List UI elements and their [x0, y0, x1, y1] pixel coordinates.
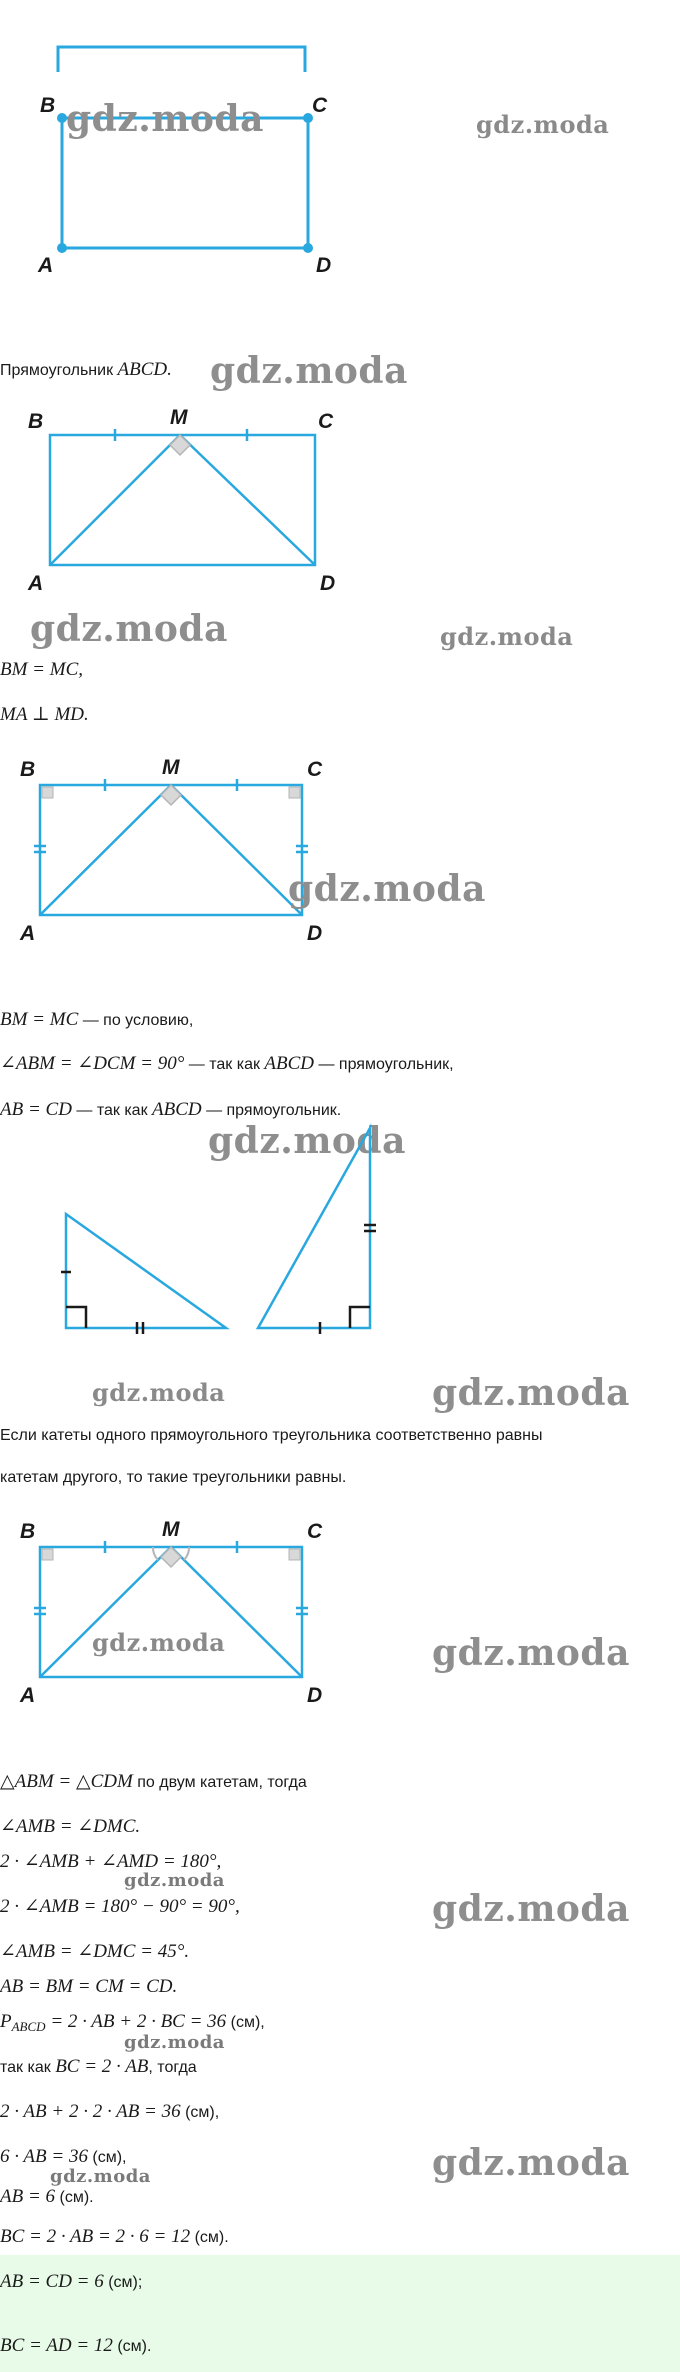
watermark: gdz.moda — [432, 1372, 630, 1414]
solution-ab-value: AB = 6 (см). — [0, 2186, 94, 2207]
watermark: gdz.moda — [124, 1870, 225, 1891]
label-d: D — [320, 572, 336, 595]
label-a: A — [20, 1684, 36, 1707]
label-c: C — [312, 94, 328, 117]
label-d: D — [307, 922, 323, 945]
label-m: M — [162, 756, 180, 779]
watermark: gdz.moda — [92, 1378, 226, 1407]
watermark: gdz.moda — [50, 2166, 151, 2187]
watermark: gdz.moda — [66, 98, 264, 140]
answer-ab-cd: AB = CD = 6 (см); — [0, 2271, 143, 2292]
label-b: B — [40, 94, 56, 117]
solution-sides-equal: AB = BM = CM = CD. — [0, 1976, 178, 1997]
figure-rectangle-with-point-m — [0, 400, 680, 600]
solution-angle-calc: 2 · ∠AMB = 180° − 90° = 90°, — [0, 1896, 240, 1917]
reason-ab-cd: AB = CD — так как ABCD — прямоугольник. — [0, 1099, 342, 1120]
solution-angle-45: ∠AMB = ∠DMC = 45°. — [0, 1941, 190, 1962]
watermark: gdz.moda — [440, 622, 574, 651]
label-d: D — [316, 254, 332, 277]
theorem-line-2: катетам другого, то такие треугольники равны. — [0, 1469, 347, 1486]
watermark: gdz.moda — [432, 1632, 630, 1674]
label-d: D — [307, 1684, 323, 1707]
watermark: gdz.moda — [432, 1888, 630, 1930]
reason-bm-mc: BM = MC — по условию, — [0, 1009, 194, 1030]
theorem-line-1: Если катеты одного прямоугольного треугольника соответственно равны — [0, 1427, 543, 1444]
solution-perimeter: $P_{ABCD} = 2$ · AB + 2 · BC = 36 (см), — [0, 2011, 265, 2035]
label-a: A — [38, 254, 54, 277]
figure-rectangle-angles — [0, 1500, 680, 1710]
watermark: gdz.moda — [30, 608, 228, 650]
figure-two-right-triangles — [0, 1120, 680, 1340]
watermark: gdz.moda — [124, 2032, 225, 2053]
label-a: A — [20, 922, 36, 945]
label-a: A — [28, 572, 44, 595]
label-b: B — [28, 410, 44, 433]
solution-angle-sum: 2 · ∠AMB + ∠AMD = 180°, — [0, 1851, 222, 1872]
watermark: gdz.moda — [476, 110, 610, 139]
label-b: B — [20, 758, 36, 781]
solution-6ab: 6 · AB = 36 (см), — [0, 2146, 127, 2167]
reason-right-angles: ∠ABM = ∠DCM = 90° — так как ABCD — прямоугольник, — [0, 1053, 454, 1074]
solution-bc-relation: так как BC = 2 · AB, тогда — [0, 2056, 197, 2077]
label-c: C — [307, 1520, 323, 1543]
label-m: M — [170, 406, 188, 429]
label-c: C — [307, 758, 323, 781]
label-b: B — [20, 1520, 36, 1543]
solution-equation: 2 · AB + 2 · 2 · AB = 36 (см), — [0, 2101, 220, 2122]
solution-triangles-equal: △ABM = △CDM по двум катетам, тогда — [0, 1771, 307, 1792]
answer-bc-ad: BC = AD = 12 (см). — [0, 2335, 152, 2356]
label-c: C — [318, 410, 334, 433]
watermark: gdz.moda — [432, 2142, 630, 2184]
watermark: gdz.moda — [208, 1120, 406, 1162]
figure-rectangle-marked — [0, 740, 680, 950]
figure-rectangle-abcd — [0, 0, 680, 290]
watermark: gdz.moda — [92, 1628, 226, 1657]
given-bm-mc: BM = MC, — [0, 659, 84, 680]
statement-rectangle: Прямоугольник ABCD. — [0, 359, 172, 380]
watermark: gdz.moda — [210, 350, 408, 392]
given-ma-perp-md: MA ⊥ MD. — [0, 704, 89, 725]
solution-angle-equality: ∠AMB = ∠DMC. — [0, 1816, 141, 1837]
label-m: M — [162, 1518, 180, 1541]
solution-bc-value: BC = 2 · AB = 2 · 6 = 12 (см). — [0, 2226, 229, 2247]
watermark: gdz.moda — [288, 868, 486, 910]
